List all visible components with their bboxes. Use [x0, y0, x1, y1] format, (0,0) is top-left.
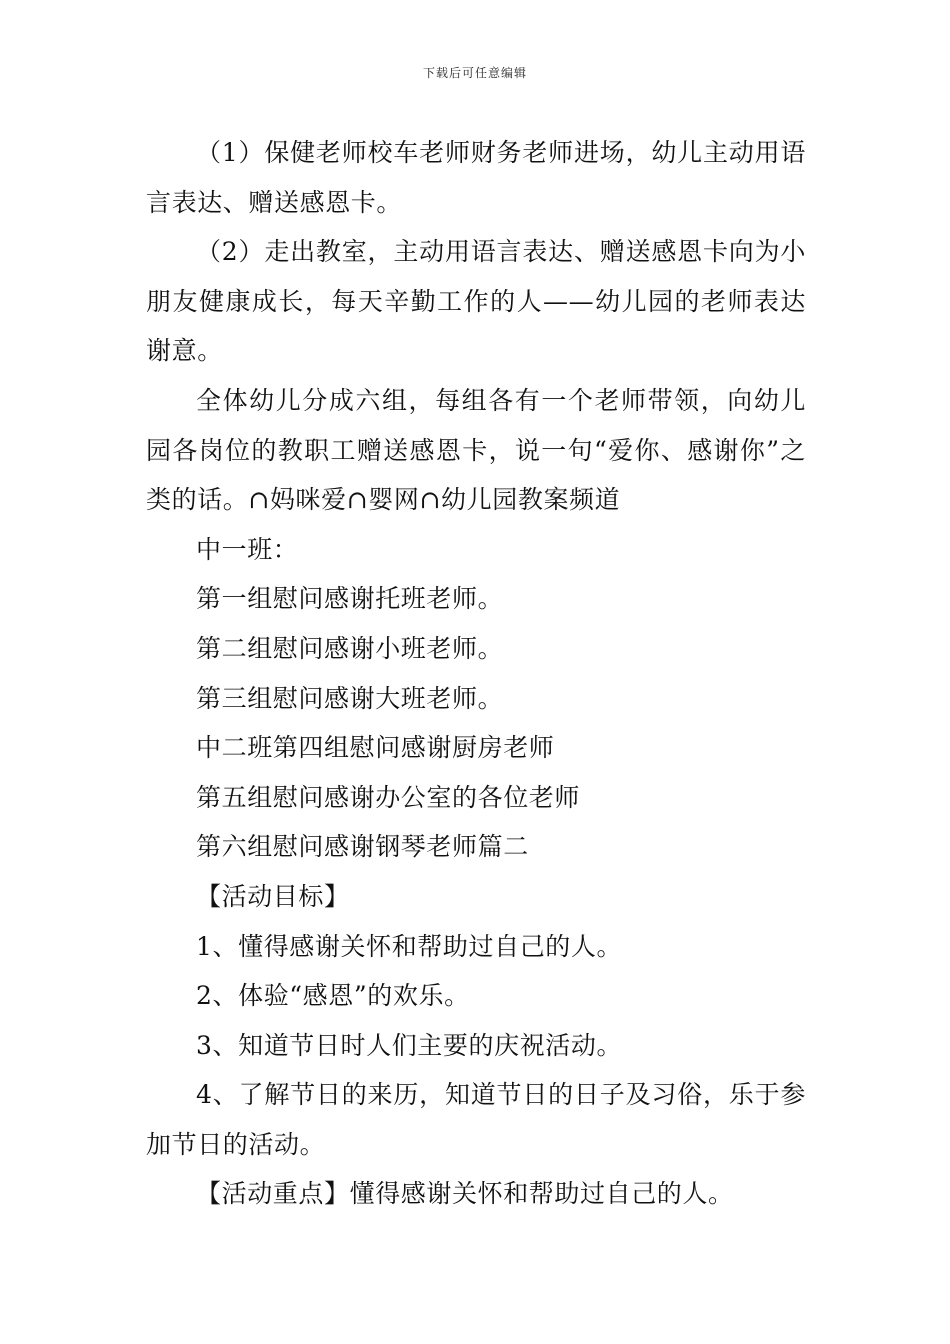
- paragraph: 中一班：: [196, 534, 299, 564]
- list-item: 第六组慰问感谢钢琴老师篇二: [196, 832, 529, 862]
- paragraph: 【活动重点】懂得感谢关怀和帮助过自己的人。: [196, 1179, 734, 1209]
- list-item: 第一组慰问感谢托班老师。: [196, 584, 504, 614]
- paragraph: （2）走出教室，主动用语言表达、赠送感恩卡向为小朋友健康成长，每天辛勤工作的人——幼儿园的老师表达谢意。: [146, 237, 806, 366]
- list-item: 第二组慰问感谢小班老师。: [196, 633, 504, 663]
- document-body: [146, 128, 806, 1219]
- paragraph: （1）保健老师校车老师财务老师进场，幼儿主动用语言表达、赠送感恩卡。: [146, 138, 806, 217]
- list-item: 第三组慰问感谢大班老师。: [196, 683, 504, 713]
- list-item: 2、体验“感恩”的欢乐。: [196, 981, 470, 1011]
- list-item: 3、知道节日时人们主要的庆祝活动。: [196, 1030, 623, 1060]
- list-item: 中二班第四组慰问感谢厨房老师: [196, 733, 555, 763]
- section-heading: 【活动目标】: [196, 881, 350, 911]
- page-header-note: 下载后可任意编辑: [422, 66, 527, 80]
- paragraph: 全体幼儿分成六组，每组各有一个老师带领，向幼儿园各岗位的教职工赠送感恩卡，说一句“爱你、感谢你”之类的话。∩妈咪爱∩婴网∩幼儿园教案频道: [146, 385, 806, 515]
- list-item: 4、了解节日的来历，知道节日的日子及习俗，乐于参加节日的活动。: [146, 1080, 806, 1159]
- list-item: 第五组慰问感谢办公室的各位老师: [196, 782, 581, 812]
- list-item: 1、懂得感谢关怀和帮助过自己的人。: [196, 931, 623, 961]
